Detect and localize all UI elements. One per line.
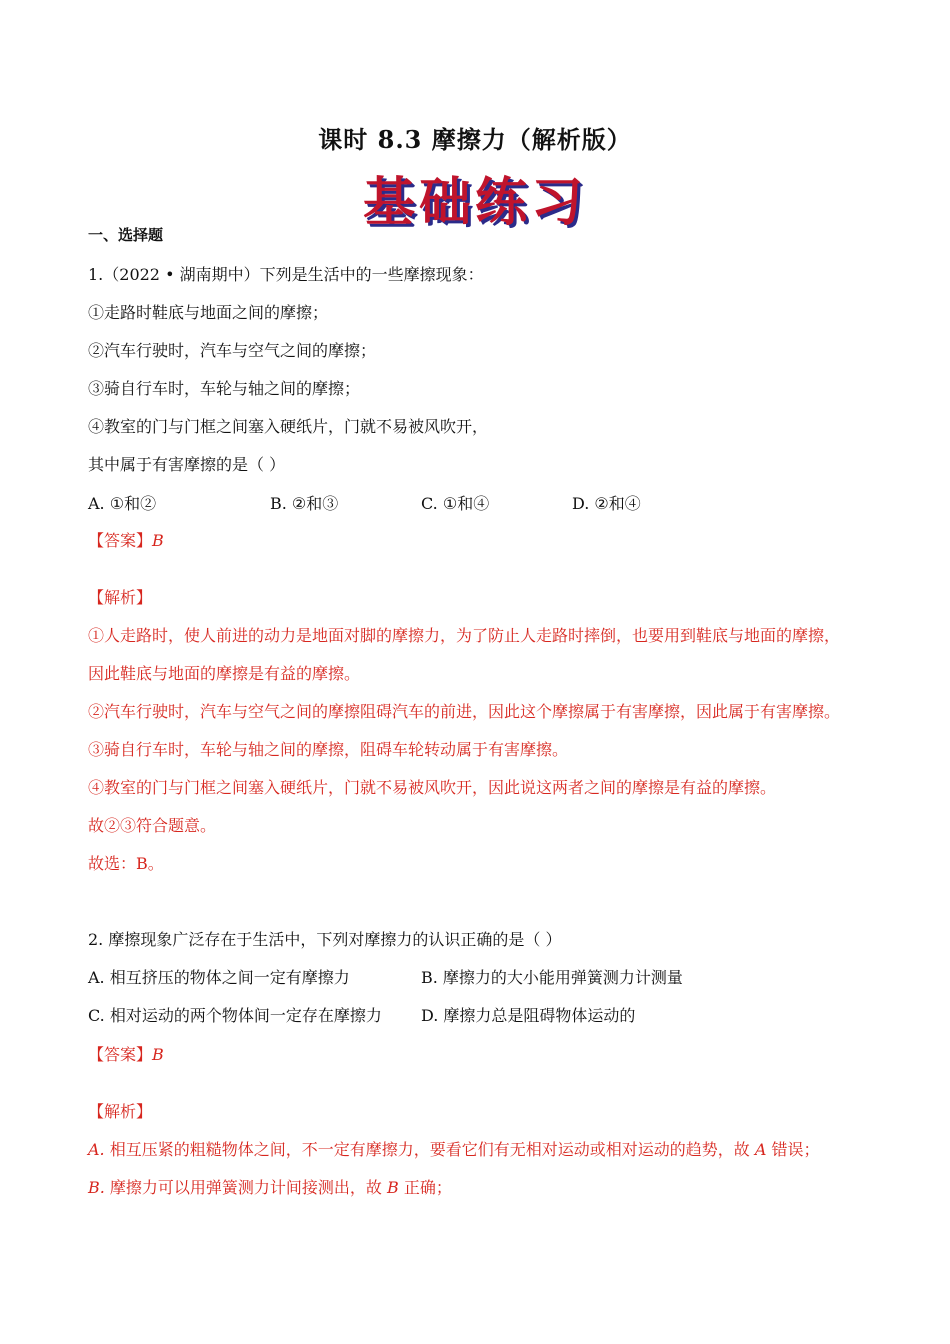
q1-analysis-line: ①人走路时，使人前进的动力是地面对脚的摩擦力，为了防止人走路时摔倒，也要用到鞋底与地面的摩擦， bbox=[88, 626, 841, 645]
q1-option-a: A. ①和② bbox=[88, 494, 157, 513]
analysis-ref: B bbox=[387, 1178, 399, 1197]
q2-option-a: A. 相互挤压的物体之间一定有摩擦力 bbox=[88, 968, 350, 987]
q1-analysis-label: 【解析】 bbox=[88, 588, 153, 607]
q1-item-3: ③骑自行车时，车轮与轴之间的摩擦； bbox=[88, 379, 361, 398]
q1-analysis-line: ②汽车行驶时，汽车与空气之间的摩擦阻碍汽车的前进，因此这个摩擦属于有害摩擦，因此属于有害摩擦。 bbox=[88, 702, 841, 721]
page-title: 课时 8.3 摩擦力（解析版） bbox=[318, 125, 632, 154]
q2-option-b: B. 摩擦力的大小能用弹簧测力计测量 bbox=[421, 968, 683, 987]
analysis-ref: A bbox=[754, 1140, 767, 1159]
q2-stem: 2. 摩擦现象广泛存在于生活中，下列对摩擦力的认识正确的是（ ） bbox=[88, 930, 562, 949]
q2-option-c: C. 相对运动的两个物体间一定存在摩擦力 bbox=[88, 1006, 382, 1025]
section-title: 一、选择题 bbox=[88, 226, 164, 244]
answer-label: 【答案】 bbox=[88, 531, 153, 550]
q2-option-d: D. 摩擦力总是阻碍物体运动的 bbox=[421, 1006, 636, 1025]
analysis-text: 相互压紧的粗糙物体之间，不一定有摩擦力，要看它们有无相对运动或相对运动的趋势，故 bbox=[104, 1140, 755, 1159]
q1-prompt: 其中属于有害摩擦的是（ ） bbox=[88, 455, 286, 474]
answer-label: 【答案】 bbox=[88, 1045, 153, 1064]
q1-stem: 1.（2022 • 湖南期中）下列是生活中的一些摩擦现象： bbox=[88, 265, 484, 284]
answer-value: B bbox=[152, 531, 164, 550]
analysis-lead: B. bbox=[88, 1178, 105, 1197]
analysis-text: 摩擦力可以用弹簧测力计间接测出，故 bbox=[104, 1178, 388, 1197]
banner-title: 基础练习 bbox=[362, 173, 587, 233]
answer-value: B bbox=[152, 1045, 164, 1064]
q1-analysis-line: 因此鞋底与地面的摩擦是有益的摩擦。 bbox=[88, 664, 361, 683]
q2-analysis-label: 【解析】 bbox=[88, 1102, 153, 1121]
q1-answer bbox=[88, 528, 164, 551]
q2-analysis-line bbox=[88, 1137, 819, 1160]
q1-option-b: B. ②和③ bbox=[270, 494, 339, 513]
q1-analysis-line: ④教室的门与门框之间塞入硬纸片，门就不易被风吹开，因此说这两者之间的摩擦是有益的摩擦。 bbox=[88, 778, 777, 797]
analysis-tail: 正确； bbox=[398, 1178, 452, 1197]
q1-analysis-line: 故选：B。 bbox=[88, 854, 164, 873]
q2-answer bbox=[88, 1042, 164, 1065]
q1-item-1: ①走路时鞋底与地面之间的摩擦； bbox=[88, 303, 329, 322]
q1-option-d: D. ②和④ bbox=[572, 494, 641, 513]
q1-analysis-line: 故②③符合题意。 bbox=[88, 816, 217, 835]
q1-analysis-line: ③骑自行车时，车轮与轴之间的摩擦，阻碍车轮转动属于有害摩擦。 bbox=[88, 740, 569, 759]
q1-item-4: ④教室的门与门框之间塞入硬纸片，门就不易被风吹开， bbox=[88, 417, 489, 436]
analysis-lead: A. bbox=[88, 1140, 105, 1159]
analysis-tail: 错误； bbox=[766, 1140, 820, 1159]
q1-item-2: ②汽车行驶时，汽车与空气之间的摩擦； bbox=[88, 341, 377, 360]
q1-option-c: C. ①和④ bbox=[421, 494, 490, 513]
q2-analysis-line bbox=[88, 1175, 452, 1198]
